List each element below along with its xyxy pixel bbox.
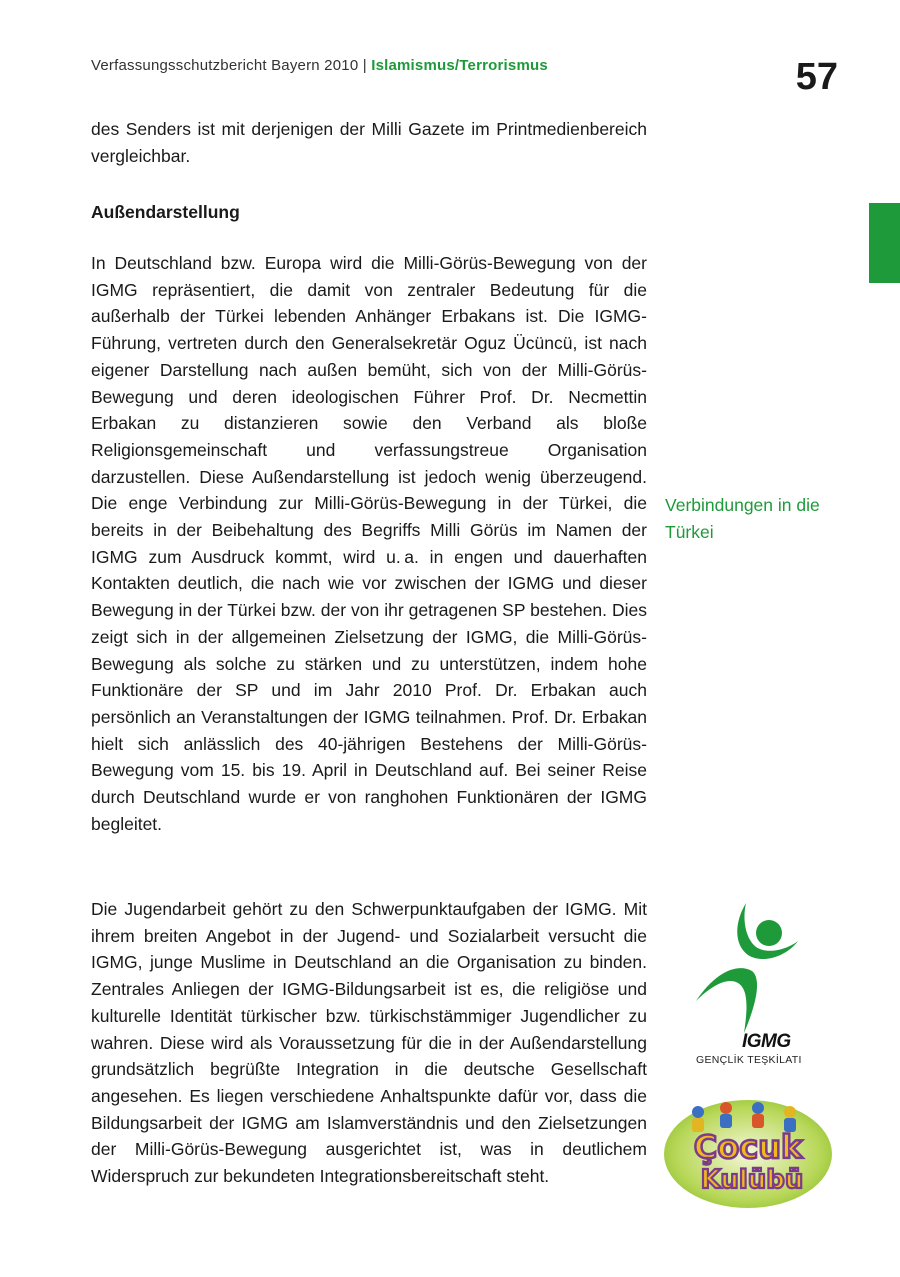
cocuk-kulubu-logo bbox=[662, 1098, 834, 1210]
paragraph-youth-work: Die Jugendarbeit gehört zu den Schwerpunktaufgaben der IGMG. Mit ihrem breiten Angebot in der Jugend- und Sozialarbeit versucht die IGMG, junge Muslime in Deutschland an die Organisation zu binden. Zentrales Anliegen der IGMG-Bildungsarbeit ist es, die religiöse und kulturelle Identität türkischer bzw. türkischstämmiger Jugendlicher zu wahren. Diese wird als Voraussetzung für die in der Außendarstellung grundsätzlich begrüßte Integration in die deutsche Gesellschaft angesehen. Es liegen verschiedene Anhaltspunkte dafür vor, dass die Bildungsarbeit der IGMG am Islamverständnis und den Zielsetzungen der Milli-Görüs-Bewegung ausgerichtet ist, was in deutlichem Widerspruch zur bekundeten Integrationsbereitschaft steht. bbox=[91, 899, 647, 1187]
cocuk-kulubu-logo-image bbox=[662, 1098, 834, 1210]
report-title: Verfassungsschutzbericht Bayern 2010 bbox=[91, 57, 359, 74]
igmg-subtitle: GENÇLİK TEŞKİLATI bbox=[696, 1054, 802, 1066]
paragraph-external-image: In Deutschland bzw. Europa wird die Milli-Görüs-Bewegung von der IGMG repräsentiert, die damit von zentraler Bedeutung für die außerhalb der Türkei lebenden Anhänger Erbakans ist. Die IGMG-Führung, vertreten durch den Generalsekretär Oguz Ücüncü, ist nach eigener Darstellung nach außen bemüht, sich von der Milli-Görüs-Bewegung und deren ideologischen Führer Prof. Dr. Necmettin Erbakan zu distanzieren sowie den Verband als bloße Religionsgemeinschaft und verfassungstreue Organisation darzustellen. Diese Außendarstellung ist jedoch wenig überzeugend. Die enge Verbindung zur Milli-Görüs-Bewegung in der Türkei, die bereits in der Beibehaltung des Begriffs Milli Görüs im Namen der IGMG zum Ausdruck kommt, wird u. a. in engen und dauerhaften Kontakten deutlich, die nach wie vor zwischen der IGMG und dieser Bewegung in der Türkei bzw. der von ihr getragenen SP bestehen. Dies zeigt sich in der allgemeinen Zielsetzung der IGMG, die Milli-Görüs-Bewegung als solche zu stärken und zu unterstützen, indem hohe Funktionäre der SP und im Jahr 2010 Prof. Dr. Erbakan auch persönlich an Veranstaltungen der IGMG teilnahmen. Prof. Dr. Erbakan hielt sich anlässlich des 40-jährigen Bestehens der Milli-Görüs-Bewegung vom 15. bis 19. April in Deutschland auf. Bei seiner Reise durch Deutschland wurde er von ranghohen Funktionären der IGMG begleitet. bbox=[91, 253, 647, 834]
page-number: 57 bbox=[795, 56, 838, 98]
running-head bbox=[91, 57, 548, 74]
igmg-brand-text: IGMG bbox=[742, 1031, 791, 1052]
section-title: Islamismus/Terrorismus bbox=[371, 57, 548, 74]
club-title-line2: Kulübü bbox=[700, 1165, 804, 1195]
header-separator: | bbox=[358, 57, 372, 74]
intro-paragraph: des Senders ist mit derjenigen der Milli Gazete im Printmedienbereich vergleichbar. bbox=[91, 119, 647, 166]
chapter-thumb-tab bbox=[869, 203, 900, 283]
igmg-youth-logo bbox=[690, 897, 810, 1067]
section-heading: Außendarstellung bbox=[91, 202, 240, 222]
igmg-figure-icon bbox=[690, 897, 810, 1037]
margin-note: Verbindungen in die Türkei bbox=[665, 495, 820, 542]
club-title-line1: Çocuk bbox=[693, 1128, 803, 1166]
